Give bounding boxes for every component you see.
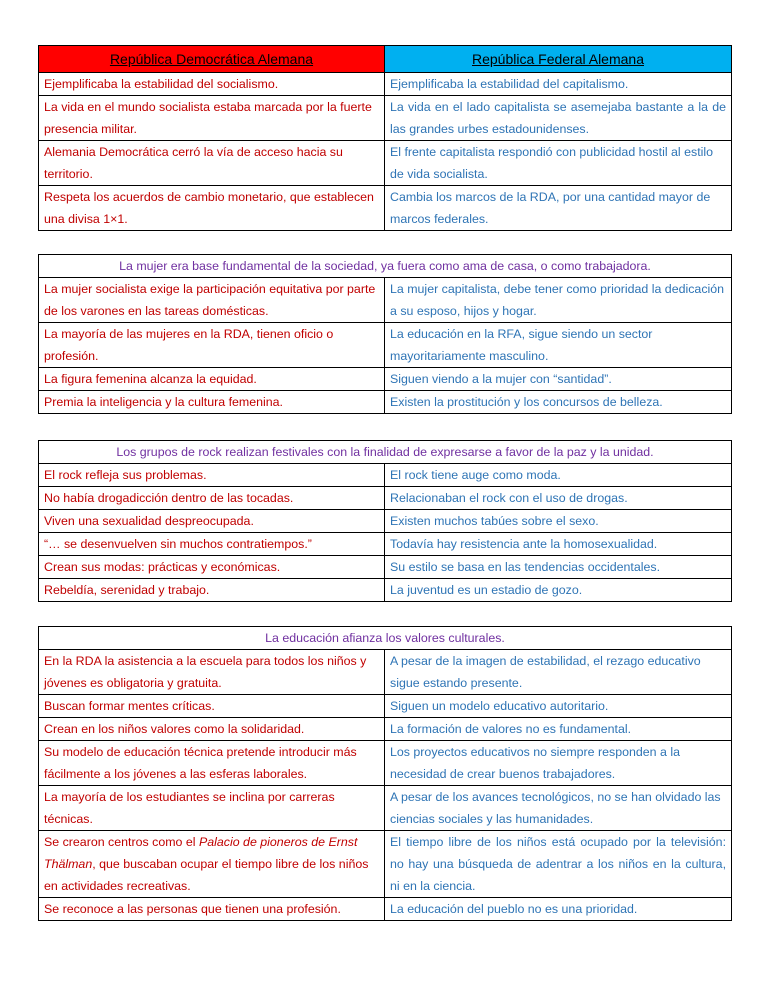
table-row [39,510,732,533]
cell-rfa: Todavía hay resistencia ante la homosexualidad. [385,533,732,556]
cell-rfa: La juventud es un estadio de gozo. [385,579,732,602]
cell-rda: Alemania Democrática cerró la vía de acceso hacia su territorio. [39,141,385,186]
section-title: Los grupos de rock realizan festivales con la finalidad de expresarse a favor de la paz y la unidad. [39,441,732,464]
table-title-row [39,255,732,278]
header-rfa: República Federal Alemana [385,46,732,73]
cell-rda: En la RDA la asistencia a la escuela para todos los niños y jóvenes es obligatoria y gratuita. [39,650,385,695]
table-row [39,186,732,231]
cell-rfa: La vida en el lado capitalista se asemejaba bastante a la de las grandes urbes estadounidenses. [385,96,732,141]
cell-rda: Viven una sexualidad despreocupada. [39,510,385,533]
section-title: La mujer era base fundamental de la sociedad, ya fuera como ama de casa, o como trabajadora. [39,255,732,278]
table-row [39,786,732,831]
cell-text-pre: Se crearon centros como el [44,835,199,849]
table-row [39,73,732,96]
cell-rda: Rebeldía, serenidad y trabajo. [39,579,385,602]
cell-rfa: Relacionaban el rock con el uso de drogas. [385,487,732,510]
cell-rfa: El rock tiene auge como moda. [385,464,732,487]
cell-rfa: Siguen viendo a la mujer con “santidad”. [385,368,732,391]
table-row [39,278,732,323]
table-row [39,695,732,718]
cell-rda: La mayoría de las mujeres en la RDA, tienen oficio o profesión. [39,323,385,368]
cell-rda: No había drogadicción dentro de las tocadas. [39,487,385,510]
cell-rda: La mayoría de los estudiantes se inclina por carreras técnicas. [39,786,385,831]
table-row [39,718,732,741]
cell-rfa: Ejemplificaba la estabilidad del capitalismo. [385,73,732,96]
table-row [39,141,732,186]
cell-rda: La mujer socialista exige la participación equitativa por parte de los varones en las tareas domésticas. [39,278,385,323]
cell-rda: El rock refleja sus problemas. [39,464,385,487]
cell-text-post: , que buscaban ocupar el tiempo libre de los niños en actividades recreativas. [44,857,369,893]
cell-rfa: Siguen un modelo educativo autoritario. [385,695,732,718]
palacio-pioneros-name: Palacio de pioneros de Ernst Thälman [44,835,358,871]
table-header-row [39,46,732,73]
cell-rfa: Los proyectos educativos no siempre responden a la necesidad de crear buenos trabajadores. [385,741,732,786]
table-row [39,898,732,921]
cell-rfa: Cambia los marcos de la RDA, por una cantidad mayor de marcos federales. [385,186,732,231]
table-row [39,487,732,510]
cell-rda: Se reconoce a las personas que tienen una profesión. [39,898,385,921]
cell-rda: Crean sus modas: prácticas y económicas. [39,556,385,579]
cell-rda: Su modelo de educación técnica pretende introducir más fácilmente a los jóvenes a las esferas laborales. [39,741,385,786]
table-title-row [39,441,732,464]
cell-rfa: Existen la prostitución y los concursos de belleza. [385,391,732,414]
cell-rda: Buscan formar mentes críticas. [39,695,385,718]
cell-rda: “… se desenvuelven sin muchos contratiempos.” [39,533,385,556]
cell-rda: Respeta los acuerdos de cambio monetario, que establecen una divisa 1×1. [39,186,385,231]
cell-rda: Ejemplificaba la estabilidad del socialismo. [39,73,385,96]
cell-rda: La figura femenina alcanza la equidad. [39,368,385,391]
cell-rfa: A pesar de la imagen de estabilidad, el rezago educativo sigue estando presente. [385,650,732,695]
cell-rfa: El tiempo libre de los niños está ocupado por la televisión: no hay una búsqueda de adentrar a los niños en la cultura, ni en la ciencia. [385,831,732,898]
table-row [39,96,732,141]
section-title: La educación afianza los valores culturales. [39,627,732,650]
cell-rda: Crean en los niños valores como la solidaridad. [39,718,385,741]
cell-rda: Premia la inteligencia y la cultura femenina. [39,391,385,414]
table-row [39,533,732,556]
cell-rfa: La educación del pueblo no es una prioridad. [385,898,732,921]
table-rda-rfa-overview [38,45,732,231]
cell-rfa: A pesar de los avances tecnológicos, no se han olvidado las ciencias sociales y las humanidades. [385,786,732,831]
cell-rda [39,831,385,898]
table-row [39,579,732,602]
table-row [39,556,732,579]
header-rda: República Democrática Alemana [39,46,385,73]
table-row [39,368,732,391]
table-title-row [39,627,732,650]
table-row [39,323,732,368]
cell-rda: La vida en el mundo socialista estaba marcada por la fuerte presencia militar. [39,96,385,141]
table-row [39,391,732,414]
table-rock [38,440,732,602]
table-mujer [38,254,732,414]
table-row [39,831,732,898]
cell-rfa: La mujer capitalista, debe tener como prioridad la dedicación a su esposo, hijos y hogar. [385,278,732,323]
cell-rfa: Su estilo se basa en las tendencias occidentales. [385,556,732,579]
cell-rfa: La educación en la RFA, sigue siendo un sector mayoritariamente masculino. [385,323,732,368]
table-row [39,741,732,786]
table-educacion [38,626,732,921]
cell-rfa: Existen muchos tabúes sobre el sexo. [385,510,732,533]
cell-rfa: La formación de valores no es fundamental. [385,718,732,741]
table-row [39,464,732,487]
table-row [39,650,732,695]
cell-rfa: El frente capitalista respondió con publicidad hostil al estilo de vida socialista. [385,141,732,186]
